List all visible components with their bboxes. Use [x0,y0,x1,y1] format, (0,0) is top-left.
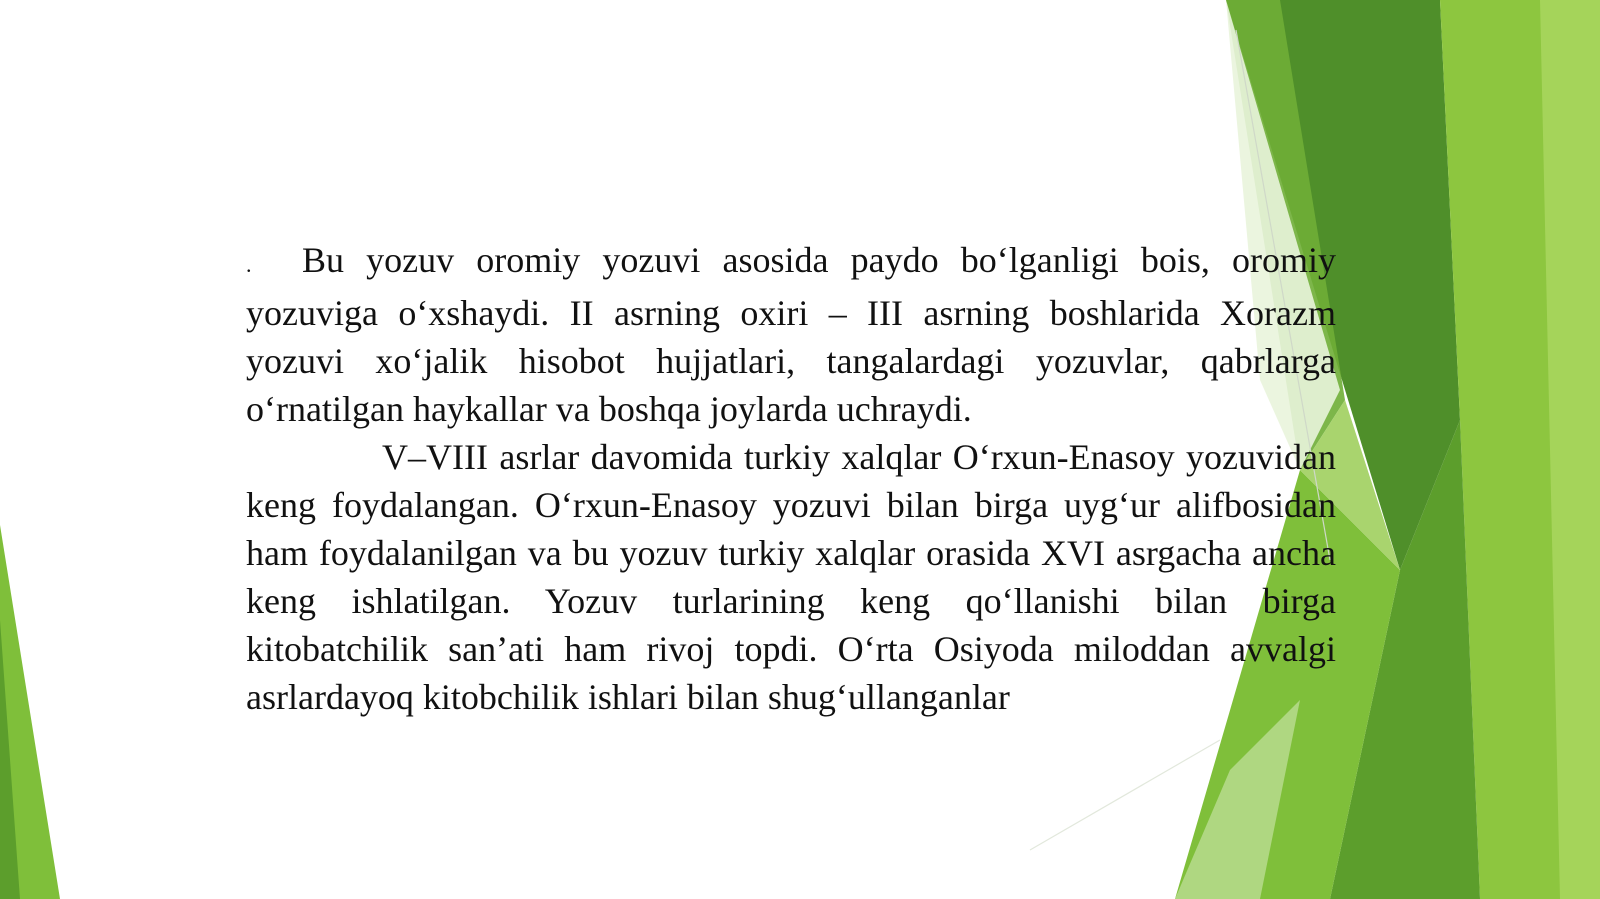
right-facet-line-lower [1030,740,1220,850]
bullet-mark: . [246,252,252,277]
paragraph-1 [246,236,1336,433]
paragraph-2 [246,433,1336,721]
paragraph-2-text: V–VIII asrlar davomida turkiy xalqlar O‘rxun-Enasoy yozuvidan keng foydalangan. O‘rxun-Enasoy yozuvi bilan birga uyg‘ur alifbosidan ham foydalanilgan va bu yozuv turkiy xalqlar orasida XVI asrgacha ancha keng ishlatilgan. Yozuv turlarining keng qo‘llanishi bilan birga kitobatchilik san’ati ham rivoj topdi. O‘rta Osiyoda miloddan avvalgi asrlardayoq kitobchilik ishlari bilan shug‘ullanganlar [246,437,1336,717]
paragraph-1-text: Bu yozuv oromiy yozuvi asosida paydo bo‘lganligi bois, oromiy yozuviga o‘xshaydi. II asrning oxiri – III asrning boshlarida Xorazm yozuvi xo‘jalik hisobot hujjatlari, tangalardagi yozuvlar, qabrlarga o‘rnatilgan haykallar va boshqa joylarda uchraydi. [246,240,1336,429]
body-text [246,236,1336,721]
